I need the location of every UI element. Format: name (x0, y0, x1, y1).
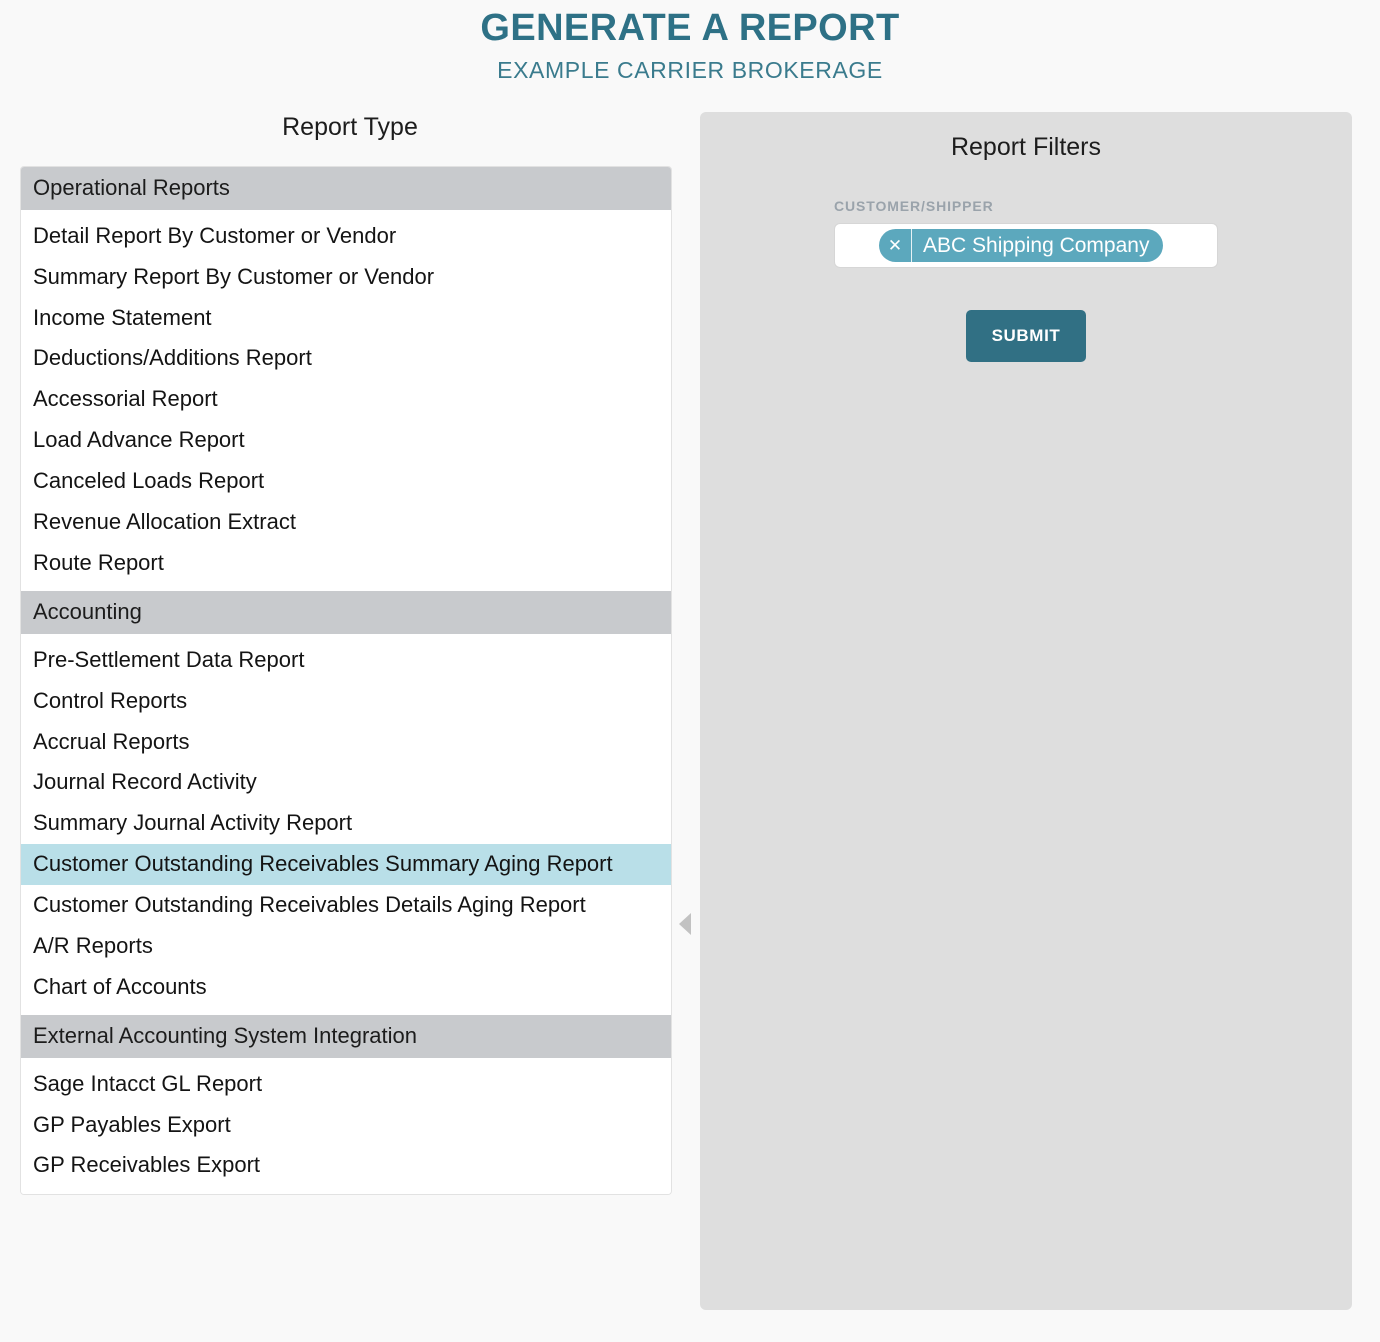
list-item[interactable]: Route Report (33, 549, 164, 575)
group-items-external-accounting (21, 1058, 671, 1194)
list-item[interactable]: Control Reports (33, 687, 188, 713)
list-item[interactable]: Summary Report By Customer or Vendor (33, 263, 435, 289)
list-item[interactable]: Customer Outstanding Receivables Details Aging Report (33, 891, 586, 917)
report-filters-heading: Report Filters (950, 133, 1102, 162)
list-item[interactable]: A/R Reports (33, 932, 153, 958)
list-item[interactable]: Revenue Allocation Extract (33, 508, 296, 534)
main-content (0, 112, 1380, 1310)
close-icon[interactable]: ✕ (887, 235, 903, 255)
list-item[interactable]: Summary Journal Activity Report (33, 810, 353, 836)
page-header (0, 0, 1380, 84)
filter-chip[interactable] (879, 229, 1163, 262)
list-item[interactable]: Accessorial Report (33, 386, 218, 412)
list-item[interactable]: Journal Record Activity (33, 769, 257, 795)
list-item[interactable]: Chart of Accounts (33, 973, 207, 999)
list-item[interactable]: GP Receivables Export (33, 1152, 261, 1178)
page-title: GENERATE A REPORT (480, 7, 900, 49)
customer-shipper-label: CUSTOMER/SHIPPER (834, 198, 994, 215)
report-type-column (0, 112, 700, 1195)
chip-divider (911, 229, 912, 262)
list-item-selected[interactable]: Customer Outstanding Receivables Summary Aging Report (21, 844, 671, 885)
customer-shipper-input[interactable] (834, 223, 1218, 268)
group-header-operational-reports: Operational Reports (21, 167, 671, 210)
list-item[interactable]: Detail Report By Customer or Vendor (33, 222, 397, 248)
group-header-external-accounting: External Accounting System Integration (21, 1015, 671, 1058)
caret-left-icon (679, 913, 691, 935)
list-item[interactable]: GP Payables Export (33, 1111, 231, 1137)
report-type-list (20, 166, 672, 1195)
list-item[interactable]: Sage Intacct GL Report (33, 1070, 263, 1096)
filter-chip-label: ABC Shipping Company (923, 234, 1150, 258)
report-filters-panel (700, 112, 1352, 1310)
group-items-operational-reports (21, 210, 671, 591)
list-item[interactable]: Deductions/Additions Report (33, 345, 312, 371)
panel-collapse-handle[interactable] (672, 902, 698, 946)
list-item[interactable]: Income Statement (33, 304, 212, 330)
submit-row (700, 310, 1352, 362)
list-item[interactable]: Load Advance Report (33, 427, 245, 453)
report-type-heading: Report Type (282, 113, 418, 142)
customer-shipper-field (700, 198, 1352, 268)
group-header-accounting: Accounting (21, 591, 671, 634)
list-item[interactable]: Accrual Reports (33, 728, 190, 754)
submit-button[interactable]: SUBMIT (966, 310, 1087, 362)
list-item[interactable]: Canceled Loads Report (33, 467, 265, 493)
group-items-accounting (21, 634, 671, 1015)
page-subtitle: EXAMPLE CARRIER BROKERAGE (497, 56, 883, 83)
list-item[interactable]: Pre-Settlement Data Report (33, 646, 305, 672)
